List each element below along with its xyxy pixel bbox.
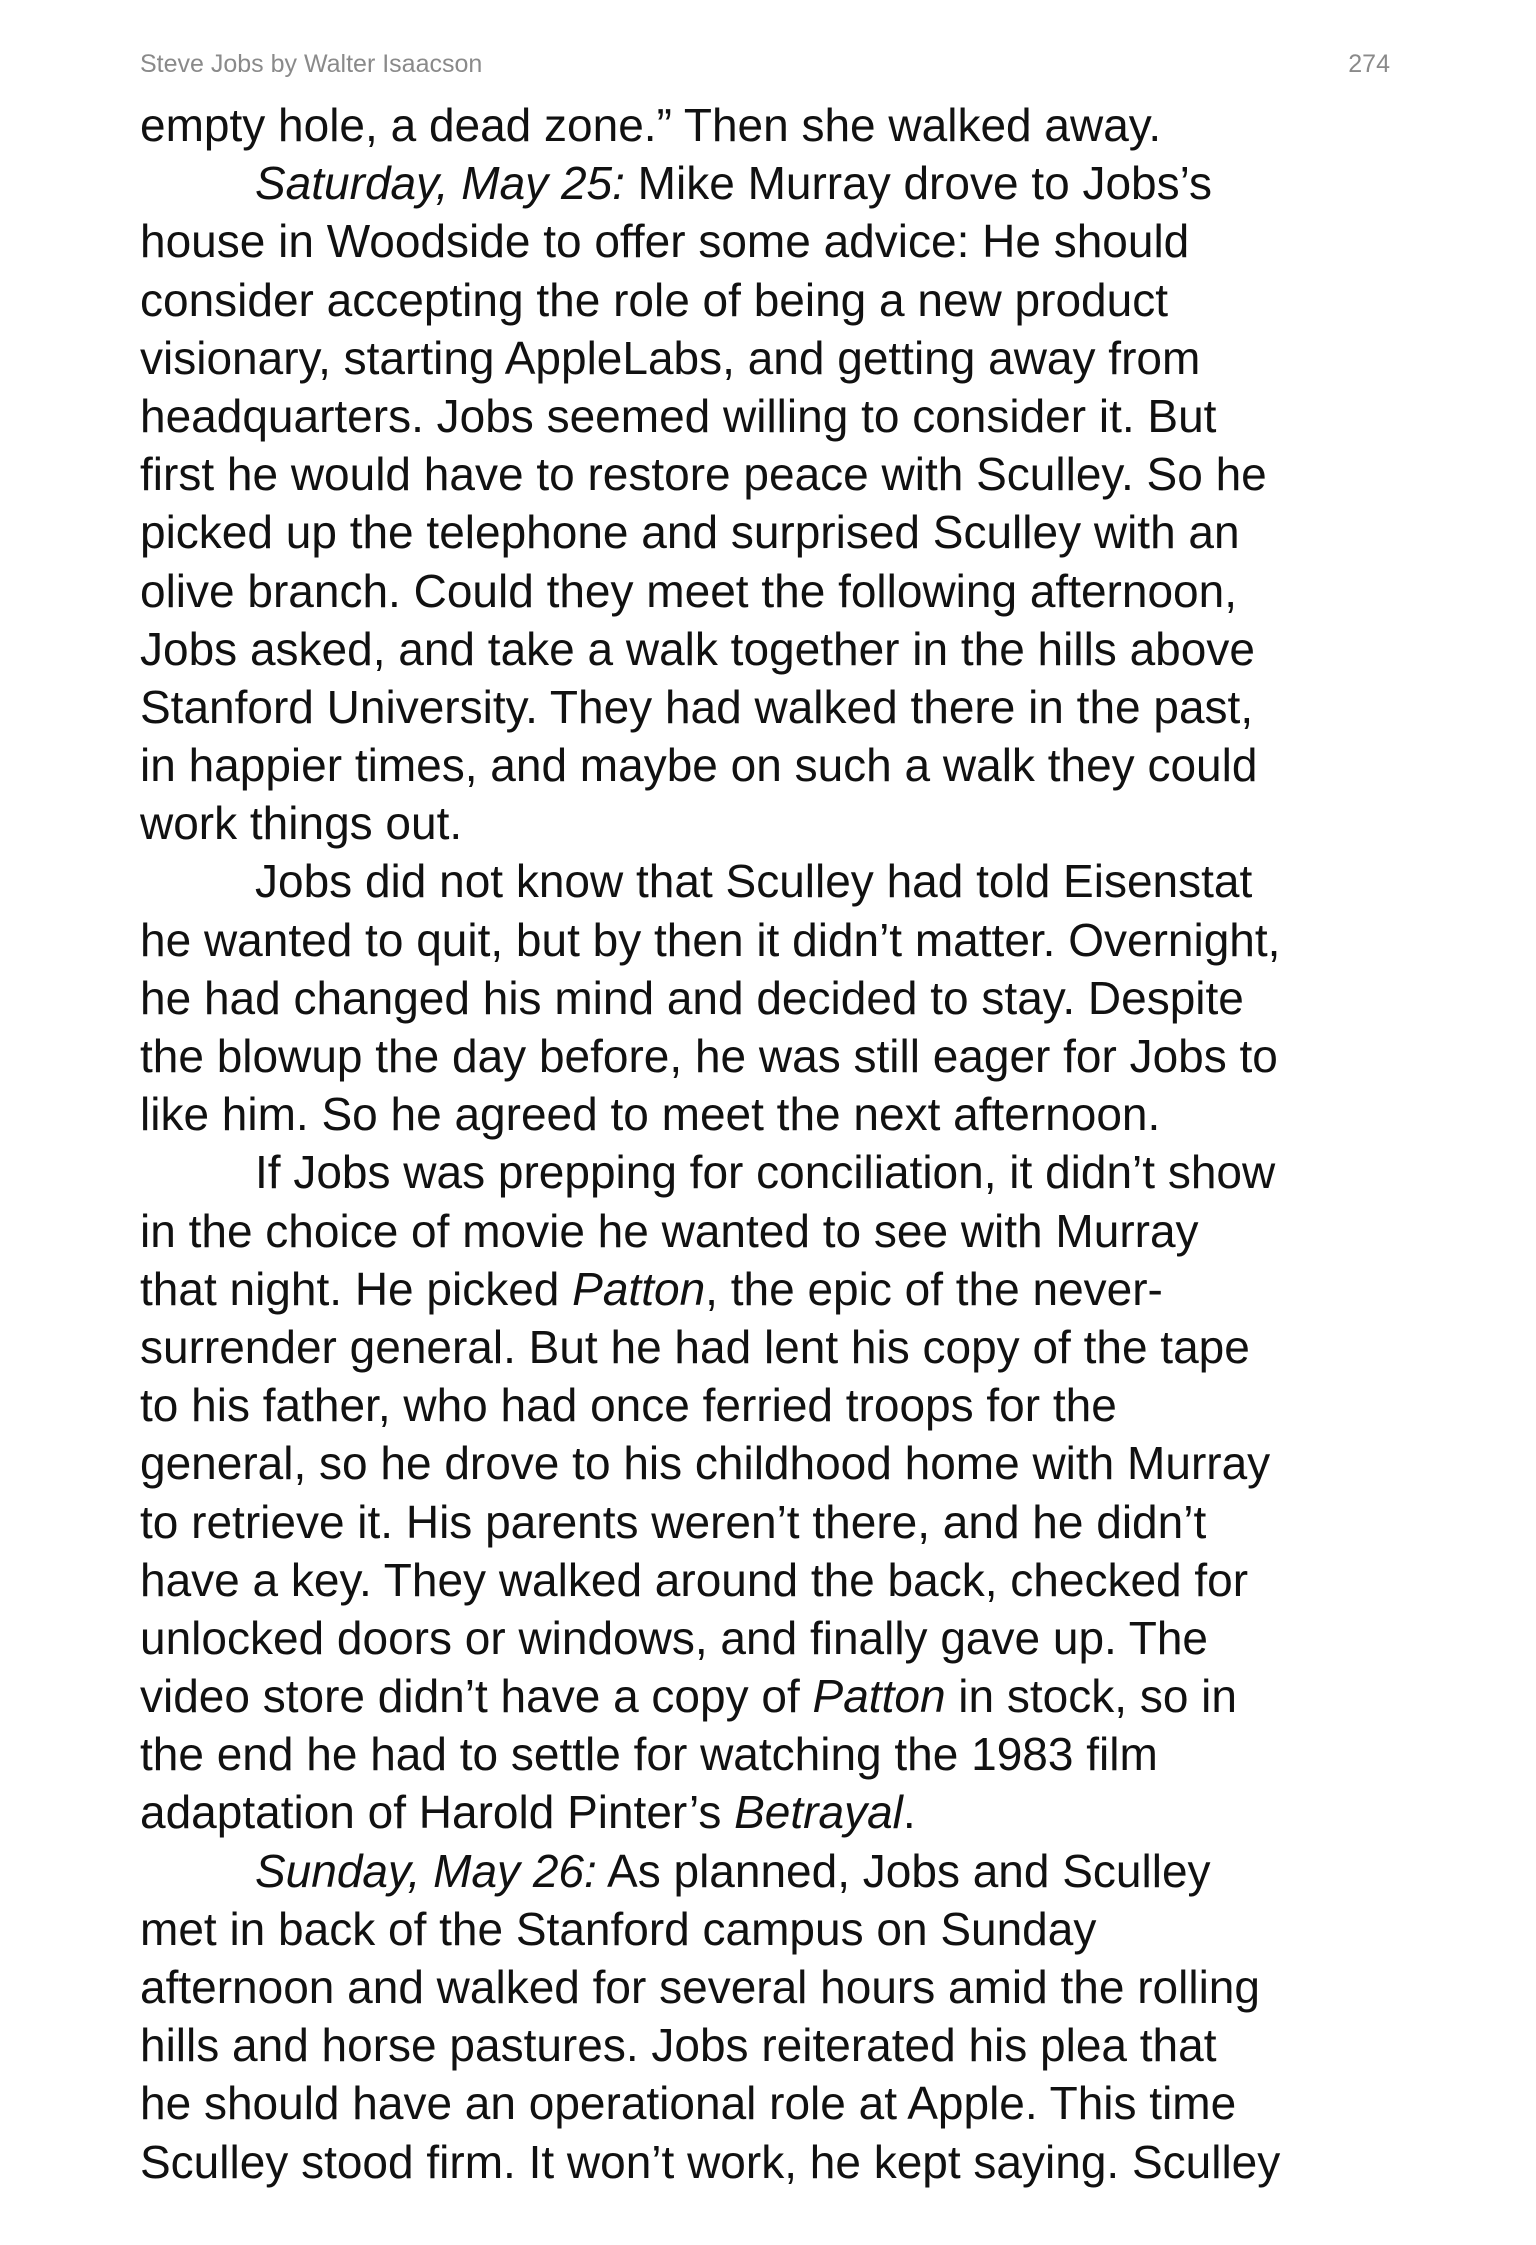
- text-line: [140, 1318, 1400, 1376]
- text-line: [140, 794, 1400, 852]
- text-line: [140, 562, 1400, 620]
- text-line: [140, 329, 1400, 387]
- text-line: [140, 1202, 1400, 1260]
- text-line: [140, 212, 1400, 270]
- text-line: [140, 1725, 1400, 1783]
- text-run: , the epic of the never-: [705, 1262, 1163, 1315]
- text-run: picked up the telephone and surprised Sculley with an: [140, 506, 1240, 559]
- text-line: [140, 1900, 1400, 1958]
- text-run: unlocked doors or windows, and finally gave up. The: [140, 1611, 1209, 1664]
- page-number: 274: [1348, 50, 1390, 78]
- text-run: he wanted to quit, but by then it didn’t matter. Overnight,: [140, 913, 1281, 966]
- text-line: [140, 911, 1400, 969]
- text-run: first he would have to restore peace with Sculley. So he: [140, 448, 1267, 501]
- text-run: general, so he drove to his childhood home with Murray: [140, 1437, 1271, 1490]
- text-line: [140, 620, 1400, 678]
- text-line: [140, 1958, 1400, 2016]
- text-run: met in back of the Stanford campus on Sunday: [140, 1902, 1097, 1955]
- text-run: empty hole, a dead zone.” Then she walked away.: [140, 99, 1162, 151]
- text-run: Mike Murray drove to Jobs’s: [624, 157, 1213, 210]
- text-line: [140, 852, 1400, 910]
- text-line: [140, 445, 1400, 503]
- text-line: [140, 1842, 1400, 1900]
- text-run: that night. He picked: [140, 1262, 573, 1315]
- text-run: Stanford University. They had walked there in the past,: [140, 680, 1254, 733]
- text-line: [140, 2133, 1400, 2191]
- text-run: to his father, who had once ferried troops for the: [140, 1379, 1117, 1432]
- text-line: [140, 1085, 1400, 1143]
- text-line: [140, 1493, 1400, 1551]
- text-run: adaptation of Harold Pinter’s: [140, 1786, 735, 1839]
- text-run: the blowup the day before, he was still eager for Jobs to: [140, 1030, 1278, 1082]
- body-text: [140, 96, 1400, 2191]
- text-run: like him. So he agreed to meet the next afternoon.: [140, 1088, 1161, 1141]
- text-line: [140, 387, 1400, 445]
- text-line: [140, 969, 1400, 1027]
- text-run: in stock, so in: [945, 1670, 1237, 1723]
- text-run: afternoon and walked for several hours amid the rolling: [140, 1961, 1260, 2013]
- text-run: in happier times, and maybe on such a walk they could: [140, 739, 1258, 792]
- italic-text: Patton: [812, 1670, 946, 1723]
- italic-text: Saturday, May 25:: [255, 157, 625, 210]
- text-run: visionary, starting AppleLabs, and getting away from: [140, 331, 1201, 384]
- text-run: the end he had to settle for watching the 1983 film: [140, 1728, 1158, 1781]
- text-run: .: [902, 1786, 916, 1839]
- text-run: he had changed his mind and decided to stay. Despite: [140, 971, 1244, 1024]
- text-line: [140, 1551, 1400, 1609]
- text-line: [140, 96, 1400, 154]
- text-run: work things out.: [140, 797, 463, 850]
- italic-text: Patton: [572, 1262, 706, 1315]
- text-run: consider accepting the role of being a new product: [140, 273, 1168, 326]
- text-run: Jobs asked, and take a walk together in the hills above: [140, 622, 1255, 675]
- text-line: [140, 1027, 1400, 1085]
- text-run: Jobs did not know that Sculley had told Eisenstat: [255, 855, 1253, 908]
- text-line: [140, 503, 1400, 561]
- text-line: [140, 1260, 1400, 1318]
- text-line: [140, 2016, 1400, 2074]
- text-line: [140, 1609, 1400, 1667]
- text-run: As planned, Jobs and Sculley: [596, 1844, 1211, 1897]
- text-run: headquarters. Jobs seemed willing to consider it. But: [140, 389, 1217, 442]
- italic-text: Betrayal: [734, 1786, 903, 1839]
- text-run: to retrieve it. His parents weren’t there, and he didn’t: [140, 1495, 1207, 1548]
- text-run: have a key. They walked around the back, checked for: [140, 1553, 1249, 1606]
- text-run: Sculley stood firm. It won’t work, he kept saying. Sculley: [140, 2135, 1281, 2188]
- text-line: [140, 1143, 1400, 1201]
- text-line: [140, 2074, 1400, 2132]
- text-line: [140, 271, 1400, 329]
- text-line: [140, 1434, 1400, 1492]
- text-run: video store didn’t have a copy of: [140, 1670, 813, 1723]
- text-line: [140, 678, 1400, 736]
- text-run: If Jobs was prepping for conciliation, it didn’t show: [255, 1146, 1276, 1199]
- text-run: house in Woodside to offer some advice: He should: [140, 215, 1190, 268]
- text-run: hills and horse pastures. Jobs reiterated his plea that: [140, 2019, 1217, 2072]
- text-line: [140, 1376, 1400, 1434]
- italic-text: Sunday, May 26:: [255, 1844, 597, 1897]
- text-run: in the choice of movie he wanted to see with Murray: [140, 1204, 1199, 1257]
- text-line: [140, 1783, 1400, 1841]
- running-header: [140, 50, 1390, 82]
- text-run: olive branch. Could they meet the following afternoon,: [140, 564, 1237, 617]
- text-line: [140, 1667, 1400, 1725]
- text-line: [140, 154, 1400, 212]
- text-line: [140, 736, 1400, 794]
- text-run: surrender general. But he had lent his copy of the tape: [140, 1320, 1250, 1373]
- text-run: he should have an operational role at Apple. This time: [140, 2077, 1237, 2130]
- book-title: Steve Jobs by Walter Isaacson: [140, 50, 483, 78]
